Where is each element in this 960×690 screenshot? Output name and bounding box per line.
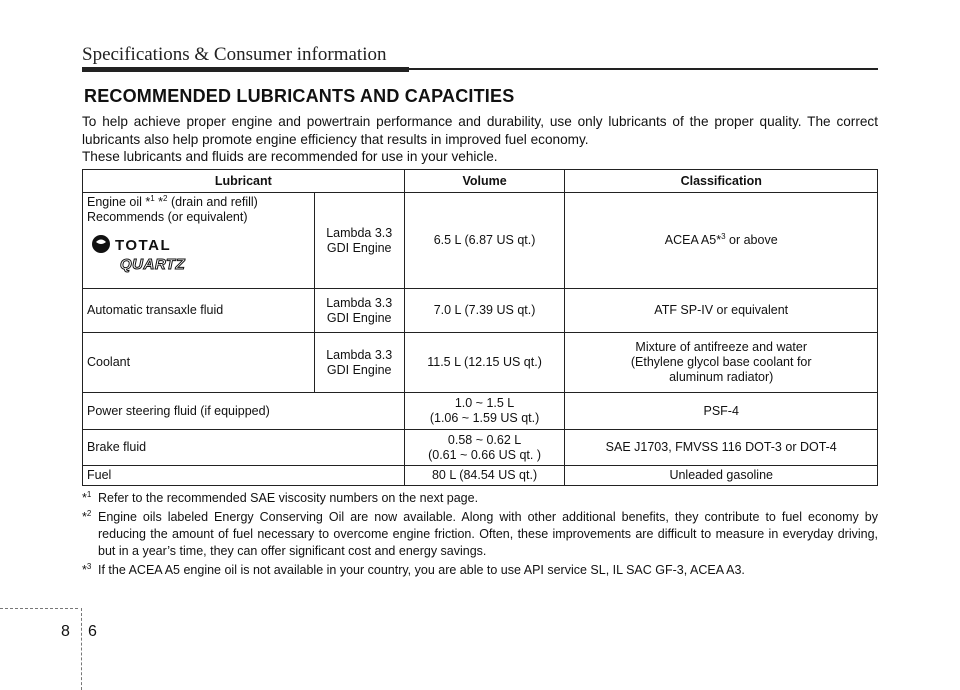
page-heading: RECOMMENDED LUBRICANTS AND CAPACITIES: [84, 86, 515, 106]
page-number: 6: [88, 623, 97, 640]
table-row-fuel: [83, 466, 878, 486]
header-rule: [82, 67, 878, 72]
footnote-1-number: 1: [86, 489, 92, 499]
quartz-logo-text: QUARTZ: [120, 256, 186, 273]
power-steering-lubricant: Power steering fluid (if equipped): [83, 393, 405, 430]
engine-oil-volume: 6.5 L (6.87 US qt.): [404, 193, 565, 289]
total-quartz-logo-graphic: [90, 231, 190, 273]
footnotes: [82, 490, 878, 581]
engine-oil-engine-line1: Lambda 3.3: [326, 225, 393, 240]
coolant-lubricant: Coolant: [83, 333, 315, 393]
crop-mark-horizontal: [0, 608, 78, 609]
engine-oil-engine-cell: [314, 193, 404, 289]
total-logo-text: TOTAL: [115, 237, 172, 254]
header-rule-thick: [82, 67, 409, 72]
fuel-lubricant: Fuel: [83, 466, 405, 486]
header-rule-thin: [409, 68, 878, 70]
header-lubricant: Lubricant: [83, 170, 405, 193]
engine-oil-recommends: Recommends (or equivalent): [87, 210, 248, 224]
coolant-engine-cell: [314, 333, 404, 393]
footnote-2-number: 2: [86, 508, 92, 518]
atf-engine-line2: GDI Engine: [326, 310, 392, 325]
atf-volume: 7.0 L (7.39 US qt.): [404, 289, 565, 333]
brake-lubricant: Brake fluid: [83, 430, 405, 466]
coolant-class-line1: Mixture of antifreeze and water: [635, 340, 808, 354]
footnote-3-text: If the ACEA A5 engine oil is not available in your country, you are able to use API service SL, IL SAC GF-3, ACEA A3.: [98, 563, 745, 577]
power-steering-classification: PSF-4: [565, 393, 878, 430]
coolant-class-line3: aluminum radiator): [669, 370, 774, 384]
header-classification: Classification: [565, 170, 878, 193]
brake-volume-cell: [404, 430, 565, 466]
table-row-coolant: [83, 333, 878, 393]
coolant-volume: 11.5 L (12.15 US qt.): [404, 333, 565, 393]
table-row-brake: [83, 430, 878, 466]
intro-paragraph: To help achieve proper engine and powertrain performance and durability, use only lubricants of the proper quality. The correct lubricants also help promote engine efficiency that results in improved fuel economy.: [82, 114, 878, 147]
section-title: Specifications & Consumer information: [82, 44, 387, 65]
footnote-3-number: 3: [86, 561, 92, 571]
footnote-1: [82, 490, 878, 507]
atf-classification: ATF SP-IV or equivalent: [565, 289, 878, 333]
engine-oil-label-text: Engine oil *: [87, 195, 151, 209]
total-quartz-logo: [90, 231, 190, 273]
engine-oil-label: [87, 195, 310, 210]
page-chapter-number: 8: [61, 623, 70, 640]
engine-oil-star2: *: [154, 195, 164, 209]
coolant-engine-line1: Lambda 3.3: [326, 347, 393, 362]
engine-oil-lubricant-cell: [83, 193, 315, 289]
table-row-atf: [83, 289, 878, 333]
power-steering-volume-cell: [404, 393, 565, 430]
table-header-row: [83, 170, 878, 193]
table-row-power-steering: [83, 393, 878, 430]
engine-oil-class-text: ACEA A5*: [664, 233, 722, 247]
engine-oil-classification: [565, 193, 878, 289]
header-volume: Volume: [404, 170, 565, 193]
crop-mark-vertical: [81, 608, 82, 690]
power-steering-vol-line2: (1.06 ~ 1.59 US qt.): [429, 411, 540, 425]
footnote-2-text: Engine oils labeled Energy Conserving Oil are now available. Along with other additional benefits, they contribute to fuel economy by reducing the amount of fuel necessary to overcome engine friction. Often, these improvements are difficult to measure in everyday driving, but in a year’s time, they can offer significant cost and energy savings.: [98, 510, 878, 558]
brake-vol-line2: (0.61 ~ 0.66 US qt. ): [428, 447, 542, 462]
atf-lubricant: Automatic transaxle fluid: [83, 289, 315, 333]
footnote-ref-3: 3: [721, 231, 726, 241]
intro-paragraph-2: These lubricants and fluids are recommended for use in your vehicle.: [82, 149, 498, 164]
coolant-engine-line2: GDI Engine: [326, 362, 392, 377]
footnote-2: [82, 509, 878, 560]
fuel-volume: 80 L (84.54 US qt.): [404, 466, 565, 486]
footnote-ref-2: 2: [163, 193, 168, 203]
lubricants-table: [82, 169, 878, 486]
fuel-classification: Unleaded gasoline: [565, 466, 878, 486]
brake-classification: SAE J1703, FMVSS 116 DOT-3 or DOT-4: [565, 430, 878, 466]
footnote-3: [82, 562, 878, 579]
footnote-3-mark: *$^3$: [82, 561, 92, 577]
brake-vol-line1: 0.58 ~ 0.62 L: [447, 432, 522, 447]
engine-oil-class-suffix: or above: [725, 233, 778, 247]
footnote-1-text: Refer to the recommended SAE viscosity numbers on the next page.: [98, 491, 479, 505]
footnote-1-mark: *$^1$: [82, 489, 92, 505]
coolant-class-line2: (Ethylene glycol base coolant for: [630, 355, 812, 369]
table-row-engine-oil: [83, 193, 878, 289]
power-steering-vol-line1: 1.0 ~ 1.5 L: [454, 396, 515, 410]
atf-engine-cell: [314, 289, 404, 333]
footnote-2-mark: *$^2$: [82, 508, 92, 524]
engine-oil-drain-text: (drain and refill): [167, 195, 258, 209]
engine-oil-engine-line2: GDI Engine: [326, 240, 392, 255]
footnote-ref-1: 1: [150, 193, 155, 203]
atf-engine-line1: Lambda 3.3: [326, 295, 393, 310]
coolant-classification-cell: [565, 333, 878, 393]
